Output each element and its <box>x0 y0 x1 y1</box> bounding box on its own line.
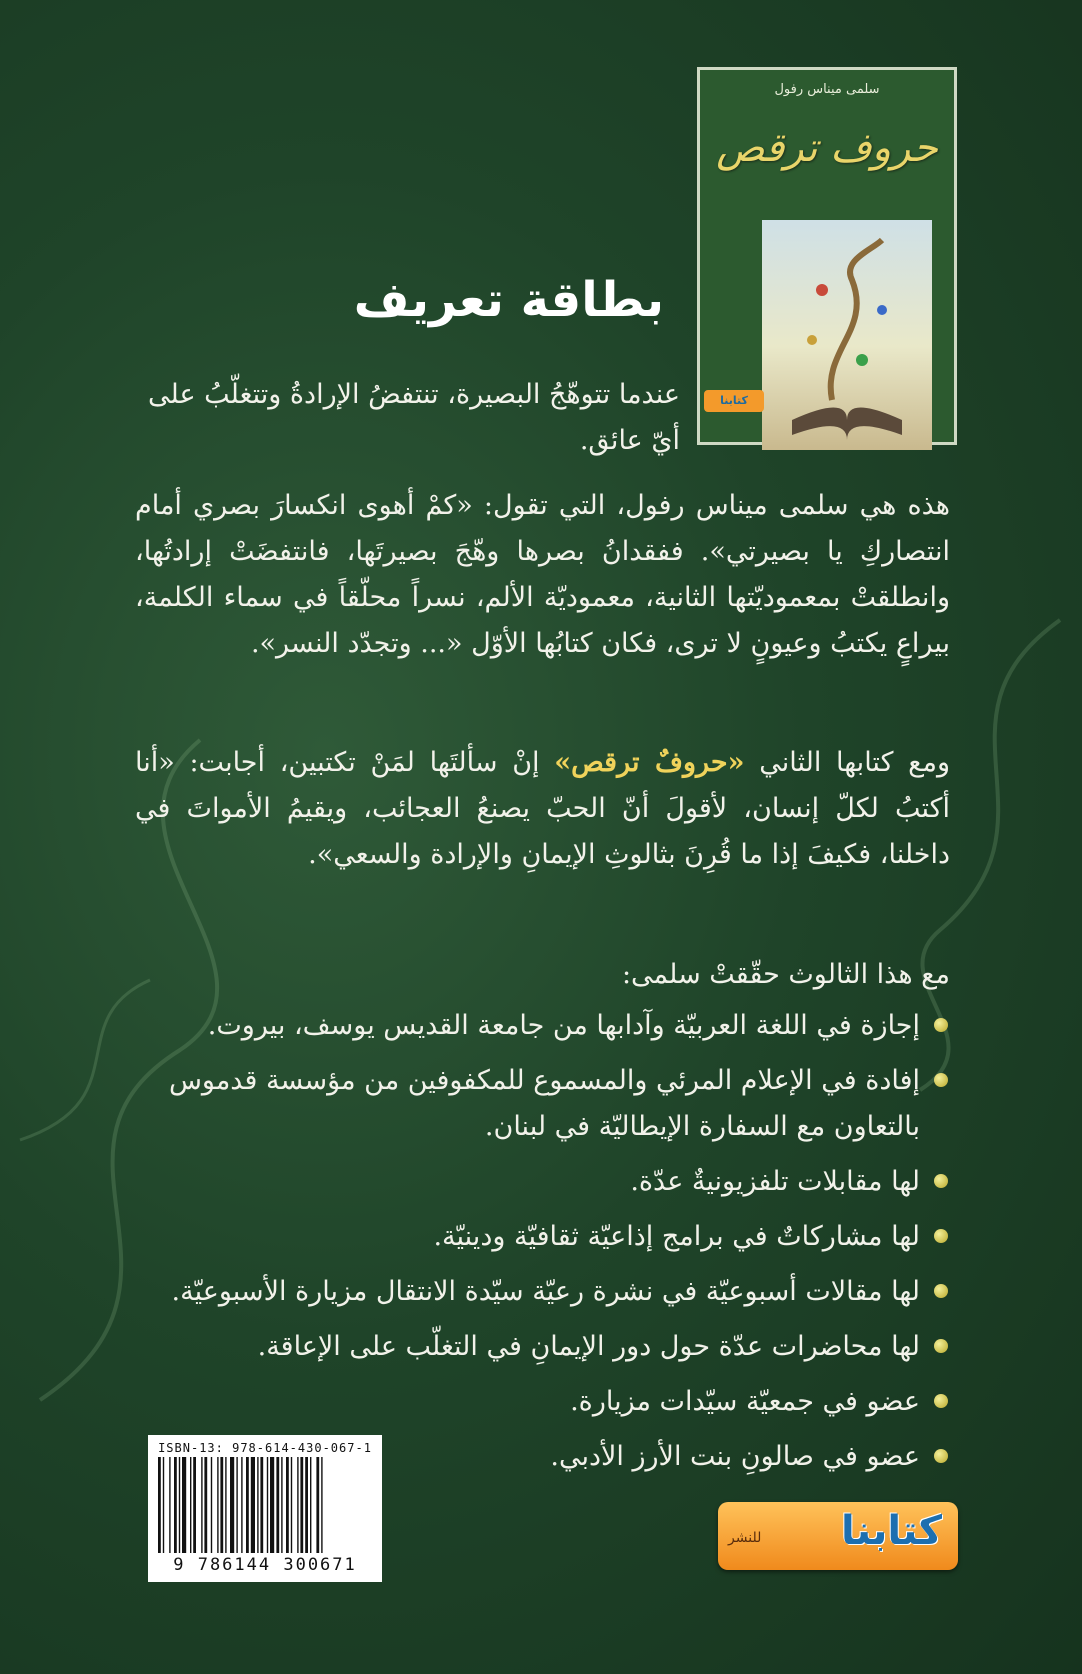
second-book-paragraph <box>135 740 950 878</box>
book-title-highlight: «حروفٌ ترقص» <box>554 747 745 778</box>
barcode-bar <box>230 1457 234 1553</box>
barcode-bar <box>246 1457 249 1553</box>
bullet-icon <box>934 1449 948 1463</box>
cover-illustration <box>762 220 932 450</box>
publisher-logo <box>718 1502 958 1570</box>
barcode-bar <box>310 1457 311 1553</box>
barcode-bar <box>225 1457 226 1553</box>
barcode-bar <box>276 1457 279 1553</box>
barcode-bar <box>190 1457 191 1553</box>
bio-paragraph: هذه هي سلمى ميناس رفول، التي تقول: «كمْ أهوى انكسارَ بصري أمام انتصاركِ يا بصيرتي». ففقدانُ بصرها وهّجَ بصيرتَها، فانتفضَتْ إرادتُها، وانطلقتْ بمعموديّتها الثانية، معموديّة الألم، نسراً محلّقاً في سماء الكلمة، بيراعٍ يكتبُ وعيونٍ لا ترى، فكان كتابُها الأوّل «... وتجدّد النسر». <box>135 490 950 659</box>
barcode-bars <box>156 1457 374 1553</box>
barcode-bar <box>257 1457 258 1553</box>
list-item: عضو في صالونِ بنت الأرز الأدبي. <box>135 1434 950 1480</box>
barcode-bar <box>169 1457 170 1553</box>
barcode-bar <box>316 1457 319 1553</box>
barcode-bar <box>179 1457 180 1553</box>
isbn-label: ISBN-13: 978-614-430-067-1 <box>158 1441 372 1455</box>
bullet-icon <box>934 1284 948 1298</box>
bullet-icon <box>934 1174 948 1188</box>
barcode-bar <box>321 1457 322 1553</box>
barcode-bar <box>211 1457 212 1553</box>
barcode-bar <box>182 1457 186 1553</box>
barcode-bar <box>193 1457 196 1553</box>
intro-paragraph: عندما تتوهّجُ البصيرة، تنتفضُ الإرادةُ وتتغلّبُ على أيّ عائق. <box>148 379 680 456</box>
barcode-bar <box>297 1457 298 1553</box>
barcode-bar <box>201 1457 202 1553</box>
barcode-bar <box>260 1457 263 1553</box>
barcode-bar <box>267 1457 268 1553</box>
bullet-icon <box>934 1394 948 1408</box>
cover-publisher-logo: كتابنا <box>704 390 764 412</box>
paragraph-text-before: ومع كتابها الثاني <box>744 747 950 778</box>
list-item: لها محاضرات عدّة حول دور الإيمانِ في التغلّب على الإعاقة. <box>135 1324 950 1370</box>
barcode-bar <box>241 1457 242 1553</box>
list-item: لها مقالات أسبوعيّة في نشرة رعيّة سيّدة الانتقال مزيارة الأسبوعيّة. <box>135 1269 950 1315</box>
barcode-bar <box>217 1457 218 1553</box>
paragraph-text-after: إنْ سألتَها لمَنْ تكتبين، أجابت: «أنا أكتبُ لكلّ إنسان، لأقولَ أنّ الحبّ يصنعُ العجائب، ويقيمُ الأمواتَ في داخلنا، فكيفَ إذا ما قُرِنَ بثالوثِ الإيمانِ والإرادة والسعي». <box>135 747 950 870</box>
publisher-name: كتابنا <box>841 1508 942 1554</box>
barcode-bar <box>236 1457 237 1553</box>
barcode-bar <box>204 1457 207 1553</box>
list-item: عضو في جمعيّة سيّدات مزيارة. <box>135 1379 950 1425</box>
achievements-list <box>135 1003 950 1489</box>
barcode-bar <box>291 1457 292 1553</box>
list-item: إفادة في الإعلام المرئي والمسموع للمكفوفين من مؤسسة قدموس بالتعاون مع السفارة الإيطاليّة في لبنان. <box>135 1058 950 1150</box>
barcode-bar <box>251 1457 255 1553</box>
barcode-bar <box>163 1457 164 1553</box>
page-heading: بطاقة تعريف <box>353 272 664 328</box>
publisher-tagline: للنشر <box>728 1530 762 1546</box>
barcode-bar <box>174 1457 177 1553</box>
open-book-icon <box>762 220 932 450</box>
list-item: إجازة في اللغة العربيّة وآدابها من جامعة القديس يوسف، بيروت. <box>135 1003 950 1049</box>
bullet-icon <box>934 1018 948 1032</box>
list-item: لها مقابلات تلفزيونيةٌ عدّة. <box>135 1159 950 1205</box>
barcode-digits: 9 786144 300671 <box>173 1555 357 1575</box>
barcode-bar <box>286 1457 289 1553</box>
barcode-bar <box>305 1457 308 1553</box>
isbn-barcode <box>148 1435 382 1582</box>
achievements-intro: مع هذا الثالوث حقّقتْ سلمى: <box>621 959 950 990</box>
cover-title: حروف ترقص <box>716 125 938 171</box>
cover-author: سلمى ميناس رفول <box>774 82 880 97</box>
barcode-bar <box>220 1457 223 1553</box>
barcode-bar <box>158 1457 161 1553</box>
barcode-bar <box>270 1457 274 1553</box>
bullet-icon <box>934 1229 948 1243</box>
barcode-bar <box>281 1457 282 1553</box>
bullet-icon <box>934 1339 948 1353</box>
bullet-icon <box>934 1073 948 1087</box>
book-cover-thumbnail <box>697 67 957 445</box>
barcode-bar <box>300 1457 303 1553</box>
list-item: لها مشاركاتٌ في برامج إذاعيّة ثقافيّة ودينيّة. <box>135 1214 950 1260</box>
